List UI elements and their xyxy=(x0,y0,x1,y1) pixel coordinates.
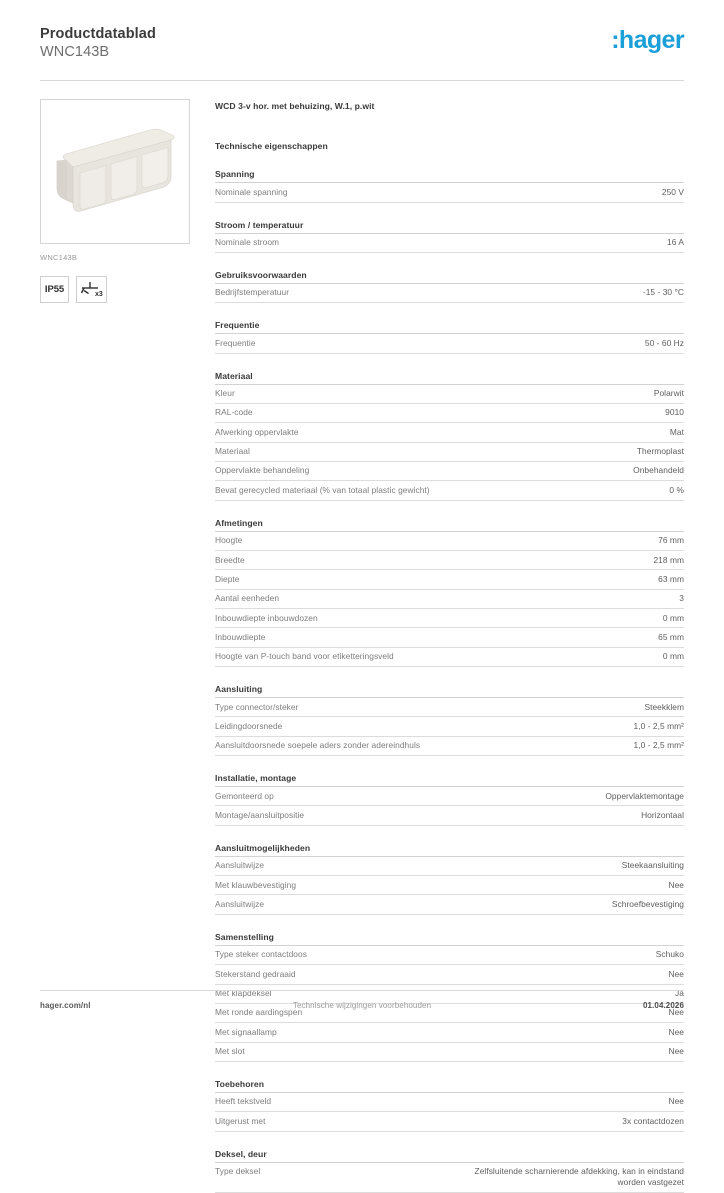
spec-label: Bedrijfstemperatuur xyxy=(215,287,290,298)
spec-value: Steekklem xyxy=(644,701,684,712)
spec-row xyxy=(215,590,684,609)
spec-group xyxy=(215,169,684,202)
spec-row xyxy=(215,648,684,667)
spec-value: 0 % xyxy=(669,484,684,495)
spec-value: 218 mm xyxy=(653,554,684,565)
spec-value: 16 A xyxy=(667,237,684,248)
spec-label: Inbouwdiepte xyxy=(215,631,266,642)
spec-group xyxy=(215,270,684,303)
spec-group-title: Aansluitmogelijkheden xyxy=(215,843,684,857)
spec-value: Thermoplast xyxy=(636,446,684,457)
spec-value: 65 mm xyxy=(658,631,684,642)
spec-row xyxy=(215,1112,684,1131)
spec-value: 3x contactdozen xyxy=(622,1115,684,1126)
spec-row xyxy=(215,443,684,462)
spec-group xyxy=(215,320,684,353)
spec-row xyxy=(215,876,684,895)
specification-groups xyxy=(215,169,684,1193)
spec-label: Type steker contactdoos xyxy=(215,949,307,960)
spec-row xyxy=(215,965,684,984)
spec-value: Nee xyxy=(668,1026,684,1037)
spec-value: Horizontaal xyxy=(641,809,684,820)
header-divider xyxy=(40,80,684,81)
page-content xyxy=(40,99,684,1193)
spec-group xyxy=(215,518,684,667)
spec-row xyxy=(215,234,684,253)
spec-row xyxy=(215,481,684,500)
spec-value: 3 xyxy=(679,593,684,604)
spec-group-title: Samenstelling xyxy=(215,932,684,946)
spec-row xyxy=(215,717,684,736)
spec-group xyxy=(215,773,684,826)
spec-label: Aansluitwijze xyxy=(215,860,265,871)
spec-value: Steekaansluiting xyxy=(621,860,684,871)
spec-group-title: Afmetingen xyxy=(215,518,684,532)
spec-label: Leidingdoorsnede xyxy=(215,720,283,731)
page-title: Productdatablad xyxy=(40,26,156,42)
spec-value: -15 - 30 °C xyxy=(642,287,684,298)
spec-value: Nee xyxy=(668,1007,684,1018)
spec-group-title: Deksel, deur xyxy=(215,1149,684,1163)
spec-row xyxy=(215,698,684,717)
footer-website-link[interactable]: hager.com/nl xyxy=(40,1001,91,1010)
spec-row xyxy=(215,462,684,481)
spec-row xyxy=(215,183,684,202)
spec-label: RAL-code xyxy=(215,407,253,418)
spec-group-title: Spanning xyxy=(215,169,684,183)
spec-label: Nominale stroom xyxy=(215,237,280,248)
spec-row xyxy=(215,806,684,825)
spec-label: Type connector/steker xyxy=(215,701,299,712)
spec-row xyxy=(215,284,684,303)
spec-row xyxy=(215,1163,684,1193)
spec-value: 76 mm xyxy=(658,535,684,546)
spec-row xyxy=(215,334,684,353)
spec-label: Aantal eenheden xyxy=(215,593,280,604)
footer-content xyxy=(40,991,684,1010)
spec-label: Hoogte van P-touch band voor etiketteringsveld xyxy=(215,651,394,662)
spec-label: Bevat gerecycled materiaal (% van totaal plastic gewicht) xyxy=(215,484,430,495)
product-image-frame xyxy=(40,99,190,244)
spec-row xyxy=(215,1023,684,1042)
spec-value: Oppervlaktemontage xyxy=(605,790,684,801)
spec-value: Nee xyxy=(668,968,684,979)
spec-label: Aansluitdoorsnede soepele aders zonder adereindhuls xyxy=(215,740,421,751)
spec-label: Materiaal xyxy=(215,446,250,457)
spec-value: 50 - 60 Hz xyxy=(644,337,684,348)
spec-label: Breedte xyxy=(215,554,245,565)
spec-group-title: Materiaal xyxy=(215,371,684,385)
spec-label: Montage/aansluitpositie xyxy=(215,809,305,820)
spec-value: 250 V xyxy=(661,186,684,197)
technical-properties-heading: Technische eigenschappen xyxy=(215,141,328,152)
spec-row xyxy=(215,1093,684,1112)
spec-row xyxy=(215,385,684,404)
product-image-caption: WNC143B xyxy=(40,253,78,263)
spec-value: 0 mm xyxy=(662,651,684,662)
spec-row xyxy=(215,423,684,442)
spec-label: Aansluitwijze xyxy=(215,898,265,909)
spec-value: Nee xyxy=(668,1046,684,1057)
spec-group-title: Stroom / temperatuur xyxy=(215,220,684,234)
product-badges xyxy=(40,276,192,303)
spec-row xyxy=(215,570,684,589)
spec-label: Oppervlakte behandeling xyxy=(215,465,310,476)
spec-row xyxy=(215,551,684,570)
spec-label: Kleur xyxy=(215,388,235,399)
spec-label: Type deksel xyxy=(215,1166,261,1177)
socket-count-label: x3 xyxy=(94,290,103,298)
specifications-column xyxy=(215,99,684,1193)
spec-label: Stekerstand gedraaid xyxy=(215,968,296,979)
spec-group xyxy=(215,1079,684,1132)
spec-value: Schuko xyxy=(655,949,684,960)
spec-row xyxy=(215,404,684,423)
spec-value: Nee xyxy=(668,1096,684,1107)
ip-rating-badge xyxy=(40,276,69,303)
spec-label: Heeft tekstveld xyxy=(215,1096,272,1107)
spec-group-title: Aansluiting xyxy=(215,684,684,698)
spec-value: Ja xyxy=(675,988,684,998)
spec-row xyxy=(215,946,684,965)
spec-row xyxy=(215,609,684,628)
spec-label: Met klapdeksel xyxy=(215,988,272,998)
spec-group-title: Gebruiksvoorwaarden xyxy=(215,270,684,284)
spec-label: Uitgerust met xyxy=(215,1115,266,1126)
socket-count-badge xyxy=(76,276,107,303)
spec-row xyxy=(215,1043,684,1062)
spec-group-title: Toebehoren xyxy=(215,1079,684,1093)
spec-group xyxy=(215,1149,684,1193)
page-footer xyxy=(40,990,684,1010)
spec-label: Hoogte xyxy=(215,535,243,546)
footer-disclaimer: Technische wijzigingen voorbehouden xyxy=(292,1001,432,1010)
spec-value: 1,0 - 2,5 mm² xyxy=(633,740,684,751)
spec-group-title: Installatie, montage xyxy=(215,773,684,787)
spec-label: Diepte xyxy=(215,573,240,584)
page-header xyxy=(40,0,684,61)
spec-value: 63 mm xyxy=(658,573,684,584)
spec-group xyxy=(215,684,684,756)
spec-value: Polarwit xyxy=(653,388,684,399)
spec-value: Zelfsluitende scharnierende afdekking, kan in eindstand worden vastgezet xyxy=(474,1166,684,1188)
spec-row xyxy=(215,532,684,551)
spec-label: Met slot xyxy=(215,1046,245,1057)
spec-label: Met signaallamp xyxy=(215,1026,277,1037)
product-description: WCD 3-v hor. met behuizing, W.1, p.wit xyxy=(215,101,375,112)
spec-label: Gemonteerd op xyxy=(215,790,274,801)
product-image xyxy=(51,126,179,218)
spec-group xyxy=(215,371,684,501)
document-title-block xyxy=(40,26,156,61)
spec-value: Mat xyxy=(669,426,684,437)
spec-value: 1,0 - 2,5 mm² xyxy=(633,720,684,731)
spec-value: Onbehandeld xyxy=(633,465,684,476)
spec-label: Met ronde aardingspen xyxy=(215,1007,303,1018)
spec-value: Nee xyxy=(668,879,684,890)
socket-outlet-icon xyxy=(80,281,104,299)
spec-row xyxy=(215,628,684,647)
spec-group xyxy=(215,843,684,915)
spec-row xyxy=(215,787,684,806)
spec-label: Nominale spanning xyxy=(215,186,288,197)
spec-row xyxy=(215,857,684,876)
spec-label: Inbouwdiepte inbouwdozen xyxy=(215,612,318,623)
product-reference: WNC143B xyxy=(40,44,110,61)
ip-rating-label: IP55 xyxy=(44,284,65,296)
spec-value: 0 mm xyxy=(662,612,684,623)
hager-logo: :hager xyxy=(611,26,684,54)
spec-label: Afwerking oppervlakte xyxy=(215,426,299,437)
spec-label: Met klauwbevestiging xyxy=(215,879,297,890)
spec-group-title: Frequentie xyxy=(215,320,684,334)
spec-row xyxy=(215,737,684,756)
spec-label: Frequentie xyxy=(215,337,256,348)
spec-value: Schroefbevestiging xyxy=(611,898,684,909)
spec-value: 9010 xyxy=(665,407,684,418)
spec-group xyxy=(215,220,684,253)
spec-row xyxy=(215,895,684,914)
footer-date: 01.04.2026 xyxy=(642,1001,685,1010)
product-media-column xyxy=(40,99,192,303)
